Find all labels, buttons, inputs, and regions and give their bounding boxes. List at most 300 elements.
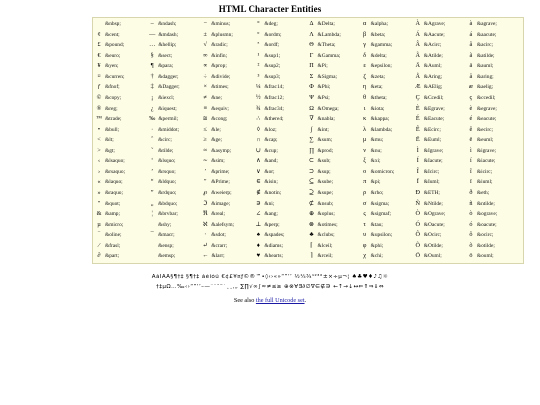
entity-cell [202, 241, 254, 252]
entity-name: &Lambda; [317, 31, 341, 38]
entity-glyph: υ [363, 231, 367, 239]
entity-name: &divide; [211, 73, 231, 80]
entity-glyph: Ë [415, 136, 420, 144]
entity-name: &upsilon; [370, 232, 393, 239]
entity-name: &sup1; [264, 52, 281, 59]
entity-name: &sigma; [370, 200, 390, 207]
entity-name: &para; [158, 63, 174, 70]
entity-glyph: € [97, 51, 101, 59]
entity-glyph: „ [150, 199, 154, 207]
entity-cell [415, 40, 467, 51]
entity-cell [362, 82, 414, 93]
entity-glyph: ⊄ [308, 199, 315, 207]
entity-cell [468, 51, 520, 62]
entity-glyph: ″ [203, 178, 207, 186]
entity-glyph: ê [469, 125, 473, 133]
entity-glyph: ⌉ [310, 252, 313, 260]
entity-cell [149, 82, 201, 93]
entity-glyph: ¤ [97, 72, 101, 80]
entity-glyph: μ [362, 136, 367, 144]
entity-glyph: Ï [416, 178, 419, 186]
entity-cell [415, 19, 467, 30]
entity-glyph: ¡ [151, 93, 154, 101]
entity-name: &igrave; [476, 147, 497, 154]
entity-cell [202, 135, 254, 146]
entity-name: &xi; [370, 158, 381, 165]
entity-name: &sup; [317, 168, 331, 175]
entity-name: &Igrave; [423, 147, 444, 154]
entity-cell [415, 72, 467, 83]
entity-glyph: ⊥ [255, 220, 262, 228]
entity-glyph: ℵ [202, 220, 208, 228]
entity-glyph: ο [363, 167, 367, 175]
entity-glyph: î [470, 167, 472, 175]
entity-glyph: Ψ [309, 93, 314, 101]
entity-glyph: ª [257, 41, 260, 49]
entity-cell [415, 125, 467, 136]
entity-name: &ordm; [264, 31, 282, 38]
entity-glyph: Ω [309, 104, 314, 112]
entity-name: &there4; [264, 116, 284, 123]
entity-name: &radic; [211, 42, 228, 49]
entity-glyph: Â [415, 41, 420, 49]
entity-name: &AElig; [423, 84, 443, 91]
entity-name: &shy; [158, 221, 172, 228]
entity-glyph: β [363, 30, 367, 38]
entity-cell [362, 93, 414, 104]
entity-name: &perp; [264, 221, 280, 228]
entity-glyph: ∨ [256, 167, 261, 175]
entity-glyph: … [149, 41, 156, 49]
entity-cell [149, 61, 201, 72]
entity-cell [415, 156, 467, 167]
entity-glyph: Π [309, 62, 314, 70]
entity-cell [202, 51, 254, 62]
entity-name: &notin; [264, 190, 282, 197]
entity-cell [96, 251, 148, 262]
entity-cell [202, 93, 254, 104]
entity-cell [362, 177, 414, 188]
entity-cell [96, 177, 148, 188]
entity-glyph: ← [202, 252, 209, 260]
entity-cell [202, 209, 254, 220]
entity-name: &zeta; [370, 73, 385, 80]
entity-name: &spades; [264, 232, 285, 239]
entity-cell [309, 230, 361, 241]
entity-name: &eth; [476, 190, 490, 197]
entity-glyph: Ó [415, 220, 420, 228]
entity-cell [202, 230, 254, 241]
entity-cell [415, 82, 467, 93]
entity-glyph: η [363, 83, 367, 91]
entity-glyph: ≡ [203, 104, 207, 112]
entity-cell [468, 209, 520, 220]
entity-cell [255, 241, 307, 252]
entity-cell [149, 51, 201, 62]
entity-cell [362, 51, 414, 62]
entity-cell [468, 104, 520, 115]
entity-glyph: © [96, 93, 102, 101]
entity-name: &Aring; [423, 73, 443, 80]
entity-name: &infin; [211, 52, 228, 59]
entity-glyph: é [469, 115, 473, 123]
entity-name: &cup; [264, 147, 278, 154]
entity-name: &aelig; [476, 84, 494, 91]
entity-glyph: ∧ [256, 157, 261, 165]
entity-name: &larr; [211, 253, 225, 260]
entity-glyph: ñ [469, 199, 473, 207]
entity-cell [96, 30, 148, 41]
entity-name: &icirc; [476, 168, 493, 175]
entity-name: &alefsym; [211, 221, 235, 228]
see-also-prefix: See also [233, 297, 256, 304]
entity-glyph: Ñ [415, 199, 420, 207]
entity-name: &Prime; [211, 179, 230, 186]
entity-glyph: Ì [416, 146, 419, 154]
entity-name: &ocirc; [476, 232, 494, 239]
entity-glyph: Å [415, 72, 420, 80]
entity-glyph: á [469, 30, 473, 38]
entity-name: &frac14; [264, 84, 284, 91]
entity-name: &chi; [370, 253, 383, 260]
entity-cell [468, 40, 520, 51]
entity-cell [415, 251, 467, 262]
entity-cell [468, 72, 520, 83]
entity-name: &lsaquo; [105, 158, 125, 165]
entity-glyph: ∠ [255, 210, 261, 218]
entity-glyph: ¦ [151, 210, 153, 218]
entity-glyph: θ [363, 93, 367, 101]
entity-cell [96, 125, 148, 136]
entity-glyph: “ [150, 178, 154, 186]
entity-name: &ecirc; [476, 126, 494, 133]
entity-cell [309, 156, 361, 167]
entity-glyph: · [151, 125, 154, 133]
entity-glyph: ℜ [202, 210, 208, 218]
entity-cell [362, 125, 414, 136]
entity-glyph: ∂ [97, 252, 101, 260]
entity-name: &euro; [105, 52, 121, 59]
entity-name: &omicron; [370, 168, 395, 175]
entity-name: &Phi; [317, 84, 331, 91]
entity-name: &alpha; [370, 20, 388, 27]
entity-name: &oline; [105, 232, 122, 239]
entity-name: &prop; [211, 63, 227, 70]
entity-glyph: ⁄ [98, 241, 100, 249]
entity-glyph: π [363, 178, 367, 186]
entity-glyph: Φ [309, 83, 314, 91]
entity-name: &or; [264, 168, 275, 175]
entity-cell [309, 177, 361, 188]
entity-cell [415, 188, 467, 199]
entity-name: &atilde; [476, 52, 495, 59]
entity-cell [96, 51, 148, 62]
entity-cell [309, 188, 361, 199]
entity-cell [362, 199, 414, 210]
entity-cell [362, 72, 414, 83]
entity-name: &Aacute; [423, 31, 445, 38]
entity-glyph: ε [363, 62, 366, 70]
entity-cell [96, 61, 148, 72]
entity-name: &aacute; [476, 31, 497, 38]
entity-cell [149, 209, 201, 220]
entity-cell [362, 251, 414, 262]
entity-glyph: ♠ [256, 231, 261, 239]
entity-glyph: τ [363, 220, 366, 228]
entity-cell [468, 135, 520, 146]
entity-cell [149, 220, 201, 231]
entity-name: &equiv; [211, 105, 229, 112]
entity-name: &ni; [264, 200, 275, 207]
entity-glyph: Λ [309, 30, 314, 38]
entity-glyph: ¾ [256, 104, 261, 112]
entity-name: &Agrave; [423, 20, 446, 27]
entity-cell [202, 61, 254, 72]
entity-cell [255, 51, 307, 62]
entity-cell [149, 177, 201, 188]
entity-glyph: Ã [415, 51, 420, 59]
entity-name: &rsaquo; [105, 168, 126, 175]
entity-glyph: ∋ [256, 199, 261, 207]
entity-glyph: ζ [363, 72, 366, 80]
entity-glyph: ↵ [202, 241, 208, 249]
entity-glyph: ∼ [202, 157, 208, 165]
entity-cell [415, 146, 467, 157]
entity-glyph: δ [363, 51, 367, 59]
entity-cell [468, 30, 520, 41]
entity-cell [149, 93, 201, 104]
entity-name: &ang; [264, 211, 278, 218]
entity-cell [309, 125, 361, 136]
entity-cell [255, 82, 307, 93]
entity-name: &Euml; [423, 137, 442, 144]
entity-name: &Otilde; [423, 242, 443, 249]
entity-name: &dagger; [158, 73, 179, 80]
entity-cell [309, 51, 361, 62]
entity-cell [415, 177, 467, 188]
entity-cell [415, 241, 467, 252]
entity-cell [255, 220, 307, 231]
entity-glyph: ˜ [151, 146, 154, 154]
entity-cell [468, 230, 520, 241]
entity-name: &phi; [370, 242, 384, 249]
entity-glyph: › [97, 167, 101, 175]
sample-characters-line-1: ÀáÎÄÅ§¶†‡ §¶†‡ áéíóú €¢£¥¤ƒ©®™•◊‹›«»“”‘’ ½¼¾¹²³°±×÷µ¬¦ ♠♣♥♦♪♫☼ [151, 274, 389, 280]
entity-name: &Ouml; [423, 253, 442, 260]
entity-cell [255, 230, 307, 241]
entity-glyph: ∇ [309, 115, 314, 123]
entity-cell [468, 19, 520, 30]
entity-glyph: ¥ [97, 62, 101, 70]
entity-name: &gt; [105, 147, 115, 154]
entity-cell [149, 19, 201, 30]
entity-glyph: φ [362, 241, 367, 249]
entity-cell [255, 30, 307, 41]
entity-cell [149, 30, 201, 41]
entity-glyph: ¹ [257, 51, 260, 59]
entity-glyph: ° [257, 19, 260, 27]
entity-glyph: ™ [96, 115, 103, 123]
entity-name: &eacute; [476, 116, 497, 123]
entity-name: &ensp; [158, 242, 174, 249]
entity-name: &rsquo; [158, 168, 176, 175]
entity-cell [468, 82, 520, 93]
entity-name: &Ecirc; [423, 126, 441, 133]
entity-name: &sube; [317, 179, 334, 186]
entity-name: &fnof; [105, 84, 120, 91]
entity-glyph: ∈ [256, 178, 261, 186]
entity-name: &pi; [370, 179, 381, 186]
entity-glyph: ≥ [203, 136, 207, 144]
entity-cell [415, 51, 467, 62]
entity-glyph: ² [257, 62, 260, 70]
entity-glyph: ÷ [203, 72, 207, 80]
entity-glyph: ⊆ [308, 178, 315, 186]
entity-name: &Egrave; [423, 105, 445, 112]
entity-name: &otilde; [476, 242, 495, 249]
entity-glyph: ∑ [309, 136, 314, 144]
entity-glyph: † [150, 72, 154, 80]
entity-glyph: Ð [415, 189, 420, 197]
entity-cell [149, 188, 201, 199]
entity-name: &quot; [105, 200, 121, 207]
entity-glyph: ♥ [256, 252, 261, 260]
entity-name: &Eacute; [423, 116, 445, 123]
entity-cell [96, 156, 148, 167]
entity-name: &prod; [317, 147, 334, 154]
entity-cell [362, 209, 414, 220]
entity-glyph: Σ [309, 72, 314, 80]
entity-name: &Pi; [317, 63, 328, 70]
entity-name: &bull; [105, 126, 120, 133]
entity-glyph: ® [96, 104, 102, 112]
entity-name: &delta; [370, 52, 387, 59]
entity-cell [415, 199, 467, 210]
entity-name: &ordf; [264, 42, 280, 49]
entity-cell [96, 82, 148, 93]
entity-name: &real; [211, 211, 226, 218]
entity-glyph: ˆ [151, 136, 154, 144]
entity-cell [362, 241, 414, 252]
entity-glyph: ð [469, 189, 473, 197]
entity-glyph: ⊇ [308, 189, 315, 197]
entity-cell [202, 72, 254, 83]
entity-glyph: ç [469, 93, 473, 101]
entity-glyph: ◊ [256, 125, 260, 133]
entity-cell [362, 188, 414, 199]
entity-name: &ntilde; [476, 200, 495, 207]
entity-cell [255, 251, 307, 262]
entity-cell [255, 125, 307, 136]
entity-glyph: Õ [415, 241, 420, 249]
entity-glyph: ∏ [308, 146, 315, 154]
entity-name: &lambda; [370, 126, 393, 133]
entity-name: &sigmaf; [370, 211, 391, 218]
entity-name: &egrave; [476, 105, 497, 112]
entity-name: &rho; [370, 190, 384, 197]
entity-glyph: § [150, 51, 154, 59]
entity-glyph: ≅ [202, 115, 208, 123]
entity-glyph: γ [363, 41, 366, 49]
entity-name: &auml; [476, 63, 494, 70]
entity-glyph: ς [363, 210, 366, 218]
entity-cell [255, 104, 307, 115]
entity-glyph: ” [150, 189, 154, 197]
entity-cell [362, 104, 414, 115]
entity-glyph: £ [97, 41, 101, 49]
entity-cell [309, 19, 361, 30]
entity-cell [149, 72, 201, 83]
entity-glyph: ó [469, 220, 473, 228]
entity-name: &reg; [105, 105, 118, 112]
entity-glyph: ∉ [256, 189, 261, 197]
entity-cell [202, 30, 254, 41]
entity-cell [96, 230, 148, 241]
entity-cell [255, 188, 307, 199]
entity-glyph: Ê [415, 125, 420, 133]
entity-glyph: Δ [309, 19, 314, 27]
entity-name: &gamma; [370, 42, 393, 49]
entity-name: &bdquo; [158, 200, 178, 207]
entity-name: &macr; [158, 232, 175, 239]
full-unicode-set-link[interactable]: the full Unicode set [255, 297, 305, 304]
entity-cell [96, 19, 148, 30]
entity-name: &iexcl; [158, 94, 175, 101]
entity-cell [468, 114, 520, 125]
entity-glyph: ∝ [203, 62, 208, 70]
entity-name: &tilde; [158, 147, 174, 154]
entity-name: &clubs; [317, 232, 335, 239]
entity-cell [202, 177, 254, 188]
entity-glyph: ½ [256, 93, 261, 101]
entity-cell [309, 61, 361, 72]
entity-glyph: æ [468, 83, 473, 91]
entity-cell [96, 93, 148, 104]
entity-name: &euml; [476, 137, 494, 144]
entity-cell [468, 177, 520, 188]
entity-cell [149, 251, 201, 262]
entity-cell [468, 199, 520, 210]
entity-cell [96, 241, 148, 252]
entity-name: &nbsp; [105, 20, 121, 27]
entity-name: &mdash; [158, 31, 179, 38]
entity-cell [202, 40, 254, 51]
entity-name: &Delta; [317, 20, 335, 27]
entity-glyph: ι [363, 104, 366, 112]
entity-glyph: Æ [414, 83, 421, 91]
entity-glyph: " [97, 199, 101, 207]
entity-name: &ldquo; [158, 179, 177, 186]
entity-glyph: Ô [415, 231, 420, 239]
entity-table [92, 17, 524, 264]
entity-cell [468, 188, 520, 199]
entity-name: &Sigma; [317, 73, 337, 80]
entity-name: &ne; [211, 94, 223, 101]
entity-glyph: – [150, 19, 154, 27]
entity-cell [202, 104, 254, 115]
entity-glyph: µ [97, 220, 101, 228]
entity-glyph: ≤ [203, 125, 207, 133]
entity-name: &supe; [317, 190, 334, 197]
entity-glyph: ‡ [150, 83, 154, 91]
entity-glyph: ∩ [256, 136, 261, 144]
entity-name: &sim; [211, 158, 225, 165]
entity-glyph: É [415, 115, 420, 123]
entity-cell [255, 167, 307, 178]
entity-name: &Ocirc; [423, 232, 442, 239]
entity-name: &iquest; [158, 105, 177, 112]
entity-glyph: ä [469, 62, 473, 70]
